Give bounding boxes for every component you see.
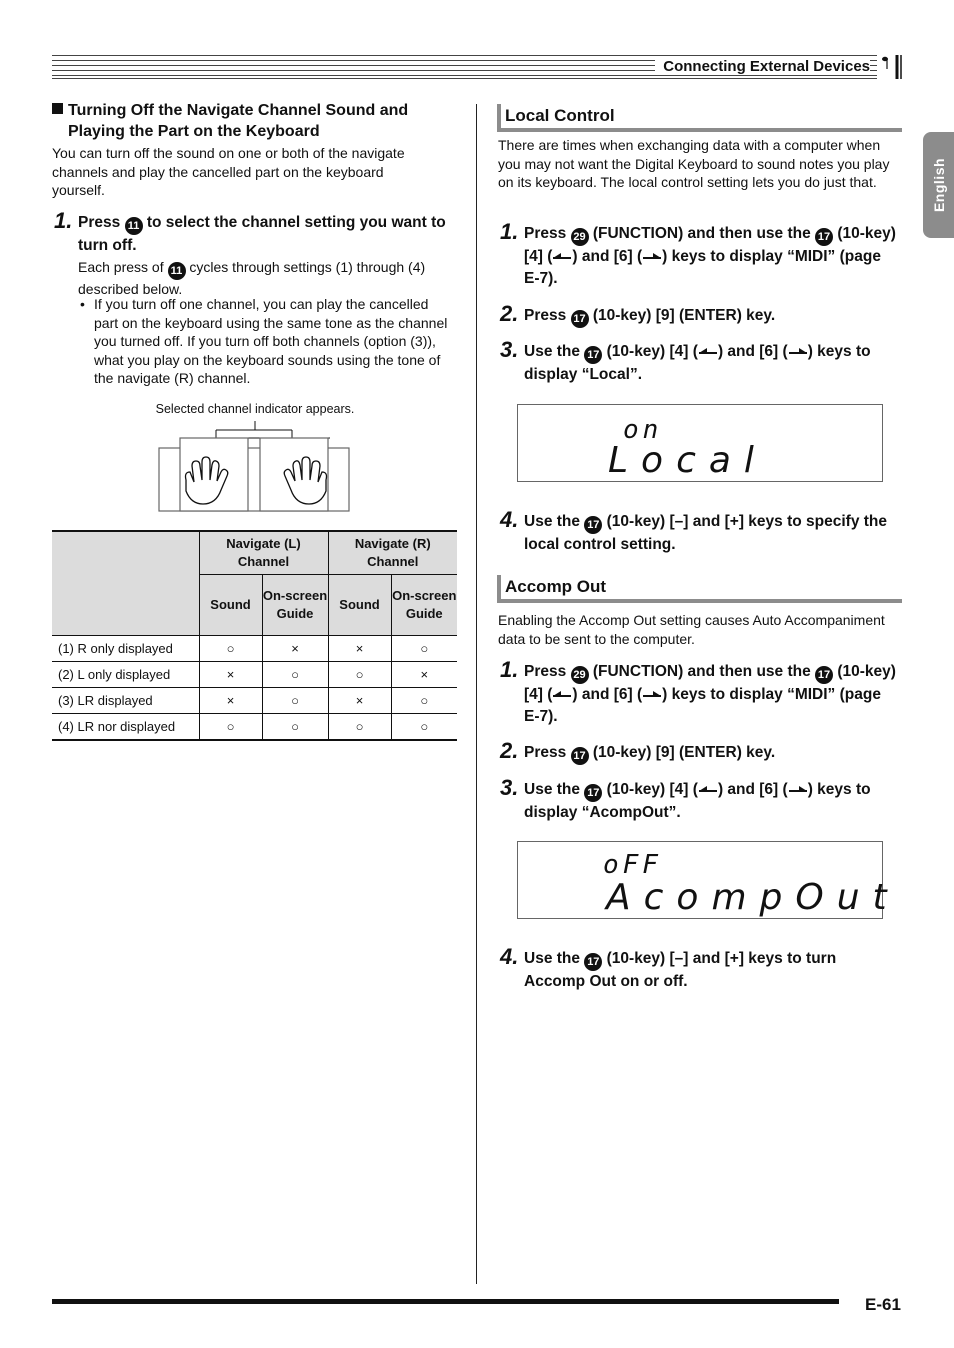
language-tab — [923, 132, 954, 238]
row-label: (3) LR displayed — [52, 688, 199, 714]
square-bullet-icon — [52, 103, 63, 114]
music-note-icon — [877, 55, 903, 79]
footer-rule — [52, 1299, 839, 1304]
table-cell: × — [391, 662, 457, 688]
row-label: (4) LR nor displayed — [52, 714, 199, 741]
row-label: (1) R only displayed — [52, 636, 199, 662]
step-number: 4. — [500, 507, 519, 532]
step-number: 3. — [500, 337, 519, 362]
row-label: (2) L only displayed — [52, 662, 199, 688]
navigate-intro: You can turn off the sound on one or both of the navigate channels and play the cancelled part on the keyboard yourself. — [52, 145, 405, 198]
step-1-description: Each press of 11 cycles through settings (1) through (4) described below. — [78, 259, 426, 297]
table-row — [52, 636, 457, 662]
table-header-navigate-r: Navigate (R) Channel — [328, 531, 457, 575]
key-11-icon: 11 — [125, 217, 143, 235]
table-cell: × — [199, 688, 262, 714]
table-header-navigate-l: Navigate (L) Channel — [199, 531, 328, 575]
lcd-parameter-name: Local — [608, 440, 767, 481]
table-row — [52, 714, 457, 741]
step-number: 1. — [500, 219, 519, 244]
arrow-left-icon — [552, 248, 572, 265]
local-step-3: Use the 17 (10-key) [4] ( ) and [6] ( ) keys to display “Local”. — [524, 343, 871, 383]
step-number: 2. — [500, 301, 519, 326]
key-17-icon: 17 — [571, 310, 589, 328]
lcd-display-local — [517, 404, 883, 482]
key-11-icon: 11 — [168, 262, 186, 280]
header-title: Connecting External Devices — [655, 58, 870, 75]
table-subheader: On-screen Guide — [391, 575, 457, 636]
accomp-step-2: Press 17 (10-key) [9] (ENTER) key. — [524, 742, 896, 765]
table-cell: ○ — [328, 714, 391, 741]
table-subheader: On-screen Guide — [262, 575, 328, 636]
step-number: 3. — [500, 775, 519, 800]
local-control-intro: There are times when exchanging data with a computer when you may not want the Digital Keyboard to sound notes you play on its keyboard. The local control setting lets you do just that. — [498, 137, 890, 190]
table-row — [52, 688, 457, 714]
key-29-icon: 29 — [571, 666, 589, 684]
language-tab-label: English — [930, 157, 947, 213]
table-subheader: Sound — [328, 575, 391, 636]
table-row — [52, 662, 457, 688]
key-17-icon: 17 — [584, 953, 602, 971]
table-cell: ○ — [199, 636, 262, 662]
key-17-icon: 17 — [584, 516, 602, 534]
arrow-right-icon — [642, 248, 662, 265]
lcd-setting-value: on — [623, 415, 663, 445]
arrow-right-icon — [788, 781, 808, 798]
key-17-icon: 17 — [571, 747, 589, 765]
table-cell: × — [262, 636, 328, 662]
section-heading-accomp-out: Accomp Out — [497, 575, 902, 601]
table-cell: ○ — [262, 714, 328, 741]
table-cell: ○ — [199, 714, 262, 741]
step-1-bullet: • If you turn off one channel, you can play the cancelled part on the keyboard using the same tone as the channel you turned off. If you turn off both channels (option (3)), what you play on the keyboard sounds using the tone of the navigate (R) channel. — [80, 296, 448, 386]
table-corner-cell — [52, 531, 199, 636]
accomp-step-1: Press 29 (FUNCTION) and then use the 17 (10-key) [4] ( ) and [6] ( ) keys to display “MIDI” (page E-7). — [524, 663, 896, 725]
channel-settings-table — [52, 530, 457, 741]
figure-caption: Selected channel indicator appears. — [155, 402, 355, 416]
table-cell: ○ — [328, 662, 391, 688]
step-1-instruction: Press 11 to select the channel setting you want to turn off. — [78, 214, 446, 254]
bullet-dot-icon: • — [80, 296, 85, 312]
table-cell: ○ — [262, 688, 328, 714]
section-heading-local-control: Local Control — [497, 104, 902, 130]
hands-indicator-illustration — [158, 418, 352, 515]
table-subheader: Sound — [199, 575, 262, 636]
column-divider — [476, 104, 477, 1284]
local-step-1: Press 29 (FUNCTION) and then use the 17 (10-key) [4] ( ) and [6] ( ) keys to display “MIDI” (page E-7). — [524, 225, 896, 287]
local-step-4: Use the 17 (10-key) [–] and [+] keys to specify the local control setting. — [524, 513, 888, 553]
step-number: 1. — [500, 657, 519, 682]
key-29-icon: 29 — [571, 228, 589, 246]
local-step-2: Press 17 (10-key) [9] (ENTER) key. — [524, 305, 896, 328]
arrow-right-icon — [642, 686, 662, 703]
accomp-step-3: Use the 17 (10-key) [4] ( ) and [6] ( ) keys to display “AcompOut”. — [524, 781, 871, 821]
key-17-icon: 17 — [815, 666, 833, 684]
arrow-right-icon — [788, 343, 808, 360]
table-cell: × — [199, 662, 262, 688]
step-number: 1. — [54, 208, 73, 233]
arrow-left-icon — [552, 686, 572, 703]
table-cell: ○ — [391, 636, 457, 662]
table-cell: ○ — [391, 688, 457, 714]
arrow-left-icon — [698, 343, 718, 360]
lcd-setting-value: oFF — [603, 850, 662, 880]
table-cell: ○ — [391, 714, 457, 741]
step-number: 2. — [500, 738, 519, 763]
table-cell: × — [328, 636, 391, 662]
table-cell: ○ — [262, 662, 328, 688]
page-number: E-61 — [865, 1295, 901, 1314]
lcd-display-accomp-out — [517, 841, 900, 919]
accomp-out-intro: Enabling the Accomp Out setting causes Auto Accompaniment data to be sent to the computer. — [498, 612, 885, 647]
key-17-icon: 17 — [584, 346, 602, 364]
lcd-parameter-name: AcompOut — [606, 877, 900, 918]
table-cell: × — [328, 688, 391, 714]
key-17-icon: 17 — [815, 228, 833, 246]
section-heading-navigate: Turning Off the Navigate Channel Sound and Playing the Part on the Keyboard — [52, 100, 462, 142]
accomp-step-4: Use the 17 (10-key) [–] and [+] keys to turn Accomp Out on or off. — [524, 950, 837, 990]
step-number: 4. — [500, 944, 519, 969]
arrow-left-icon — [698, 781, 718, 798]
key-17-icon: 17 — [584, 784, 602, 802]
